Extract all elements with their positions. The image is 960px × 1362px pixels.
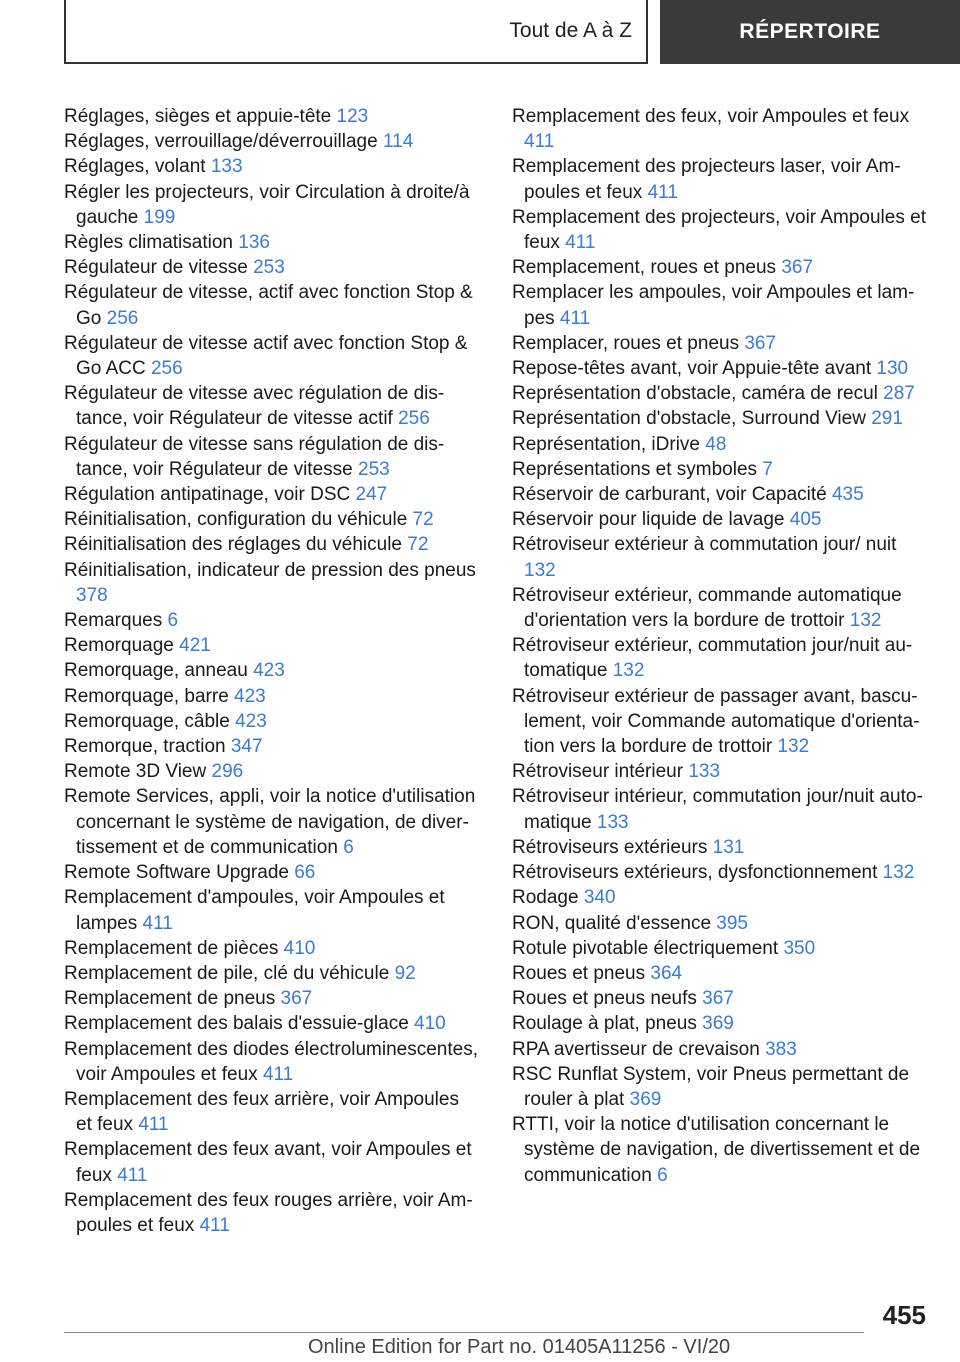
page-link[interactable]: 405 [789,509,822,531]
page-link[interactable]: 411 [565,232,596,254]
index-entry-text: Régler les projecteurs, voir Circulation à droite/à gauche [64,181,470,228]
index-entry [512,280,932,330]
index-entry-text: Réinitialisation, configuration du véhicule [64,509,413,531]
page-link[interactable]: 411 [262,1063,294,1085]
index-entry-text: Remplacement des feux arrière, voir Ampoules et feux [64,1088,459,1136]
index-entry-text: Remote 3D View [64,761,212,783]
index-entry [64,1011,479,1036]
page-link[interactable]: 369 [629,1088,662,1110]
index-entry-text: Rétroviseur extérieur, commande automatique d'orientation vers la bordure de trottoir [512,584,902,632]
index-entry-text: Remplacer les ampoules, voir Ampoules et lampes [512,282,915,329]
page-link[interactable]: 7 [762,458,773,480]
index-entry [64,230,479,255]
index-entry-text: Remarques [64,610,168,632]
page-link[interactable]: 48 [705,433,727,455]
index-entry-text: Roues et pneus [512,962,651,984]
index-entry-text: Réglages, volant [64,156,211,178]
index-entry-text: Représentation d'obstacle, Surround View [512,408,872,430]
index-entry [64,180,479,230]
index-entry-text: Réservoir pour liquide de lavage [512,509,790,531]
index-entry [64,860,479,885]
index-entry-text: Représentation, iDrive [512,433,706,455]
index-entry [512,205,932,255]
index-entry [512,356,932,381]
index-entry-text: Rétroviseurs extérieurs, dysfonctionnement [512,862,883,884]
header-chapter-tab[interactable] [660,0,960,64]
index-entry-text: Remplacement, roues et pneus [512,257,782,279]
page-link[interactable]: 132 [612,660,645,682]
page-link[interactable]: 296 [211,761,244,783]
index-entry-text: Remote Services, appli, voir la notice d'utilisation concernant le système de navigation, de divertissement et de communication [64,786,476,858]
page-link[interactable]: 369 [702,1013,734,1035]
index-entry-text: Remorquage [64,635,180,657]
page-link[interactable]: 253 [253,257,285,279]
index-entry-text: Représentations et symboles [512,458,763,480]
page-link[interactable]: 364 [650,962,683,984]
footer-divider [64,1332,864,1333]
index-entry-text: Rodage [512,887,584,909]
index-entry-text: Remplacement des balais d'essuie-glace [64,1013,415,1035]
index-entry [64,885,479,935]
section-title: Tout de A à Z [509,19,632,42]
index-entry [64,658,479,683]
index-entry-text: Régulateur de vitesse sans régulation de distance, voir Régulateur de vitesse [64,433,445,480]
page-number: 455 [882,1300,926,1330]
page-link[interactable]: 133 [688,761,721,783]
index-entry [512,255,932,280]
index-entry-text: Réglages, sièges et appuie-tête [64,106,337,127]
index-entry [512,684,932,760]
page-link[interactable]: 347 [230,736,263,758]
index-entry-text: RTTI, voir la notice d'utilisation concernant le système de navigation, de divertissement et de communication [512,1114,921,1186]
page-link[interactable]: 291 [871,408,903,430]
index-entry-text: Réglages, verrouillage/déverrouillage [64,131,383,153]
index-entry-text: Remplacement des projecteurs, voir Ampoules et feux [512,206,926,254]
index-entry-text: Régulateur de vitesse [64,257,254,279]
index-entry [64,936,479,961]
page-link[interactable]: 340 [583,887,616,909]
footer-edition: Online Edition for Part no. 01405A11256 - VI/20 [308,1336,731,1358]
page-link[interactable]: 410 [283,937,316,959]
index-entry [512,104,932,154]
index-entry [64,1037,479,1087]
index-entry [512,633,932,683]
index-column-left [64,104,479,1238]
index-entry [64,961,479,986]
page-link[interactable]: 132 [882,862,915,884]
page-link[interactable]: 367 [280,988,313,1010]
index-entry [512,936,932,961]
index-entry [512,911,932,936]
page-link[interactable]: 256 [398,408,430,430]
index-entry-text: Remorquage, barre [64,685,235,707]
index-entry [64,558,479,608]
page-link[interactable]: 131 [712,836,745,858]
index-entry-text: Remote Software Upgrade [64,862,295,884]
index-entry [512,835,932,860]
index-entry [512,482,932,507]
index-entry [64,104,479,129]
index-entry [64,1188,479,1238]
index-entry [64,633,479,658]
index-entry-text: Remplacer, roues et pneus [512,332,745,354]
page-link[interactable]: 132 [849,610,882,632]
index-entry [512,1062,932,1112]
page-link[interactable]: 423 [234,685,266,707]
page-link[interactable]: 133 [596,811,629,833]
index-entry [64,532,479,557]
index-entry-text: Rétroviseur intérieur [512,761,689,783]
index-entry-text: Remplacement des projecteurs laser, voir Ampoules et feux [512,156,901,203]
index-entry [64,129,479,154]
page-link[interactable]: 287 [883,383,915,405]
page-link[interactable]: 132 [524,559,556,581]
index-entry-text: Régulateur de vitesse, actif avec fonction Stop & Go [64,282,473,329]
page-link[interactable]: 136 [238,232,270,254]
page-link[interactable]: 123 [336,106,369,127]
page-link[interactable]: 435 [831,484,864,506]
index-entry-text: Rétroviseur extérieur de passager avant, basculement, voir Commande automatique d'orientation vers la bordure de trottoir [512,685,920,758]
index-entry [64,1087,479,1137]
index-entry-text: Remplacement de pile, clé du véhicule [64,962,395,984]
index-entry [64,432,479,482]
index-entry [64,381,479,431]
page-link[interactable]: 367 [702,988,734,1010]
page-link[interactable]: 423 [253,660,285,682]
index-entry-text: Repose-têtes avant, voir Appuie-tête avant [512,358,877,380]
index-entry [64,608,479,633]
page-link[interactable]: 410 [414,1013,446,1035]
page-link[interactable]: 72 [412,509,434,531]
index-column-right [512,104,932,1188]
index-entry-text: Remplacement des feux rouges arrière, voir Ampoules et feux [64,1189,473,1236]
page-link[interactable]: 114 [382,131,414,153]
page-link[interactable]: 92 [394,962,416,984]
index-entry [512,532,932,582]
index-entry-text: Régulation antipatinage, voir DSC [64,484,356,506]
index-entry-text: Règles climatisation [64,232,239,254]
page-link[interactable]: 367 [781,257,814,279]
index-entry-text: Roues et pneus neufs [512,988,703,1010]
index-entry [512,885,932,910]
index-entry [512,406,932,431]
index-entry [512,986,932,1011]
index-entry [512,1112,932,1188]
page-link[interactable]: 421 [179,635,211,657]
index-entry-text: Rétroviseur extérieur à commutation jour/ nuit [512,534,897,556]
index-entry [64,709,479,734]
page-link[interactable]: 411 [117,1164,148,1186]
index-entry [512,759,932,784]
page-link[interactable]: 6 [657,1164,668,1186]
index-entry [64,1137,479,1187]
index-entry-text: Rétroviseurs extérieurs [512,836,713,858]
index-entry-text: Remplacement des feux avant, voir Ampoules et feux [64,1139,472,1186]
page-link[interactable]: 253 [358,458,390,480]
index-entry-text: Rétroviseur intérieur, commutation jour/nuit automatique [512,786,923,833]
page-link[interactable]: 411 [142,912,173,934]
index-entry-text: Remorque, traction [64,736,231,758]
index-entry [64,280,479,330]
index-entry [64,482,479,507]
index-entry-text: Régulateur de vitesse avec régulation de distance, voir Régulateur de vitesse actif [64,383,445,430]
page-link[interactable]: 6 [167,610,179,632]
index-entry [64,784,479,860]
index-entry [512,1037,932,1062]
page-link[interactable]: 66 [294,862,316,884]
index-entry [64,759,479,784]
page-link[interactable]: 72 [407,534,429,556]
page-link[interactable]: 411 [524,131,555,153]
index-entry-text: Remorquage, anneau [64,660,254,682]
index-entry-text: Réservoir de carburant, voir Capacité [512,484,832,506]
page-link[interactable]: 411 [559,307,591,329]
page-link[interactable]: 199 [143,206,176,228]
page-link[interactable]: 256 [106,307,139,329]
page-link[interactable]: 133 [210,156,243,178]
page-link[interactable]: 130 [876,358,909,380]
page-link[interactable]: 411 [199,1214,230,1236]
page-link[interactable]: 395 [716,912,748,934]
index-entry-text: Rétroviseur extérieur, commutation jour/nuit automatique [512,635,913,682]
index-entry-text: Remorquage, câble [64,710,236,732]
index-entry [512,154,932,204]
page-link[interactable]: 6 [343,836,354,858]
index-entry-text: Régulateur de vitesse actif avec fonction Stop & Go ACC [64,332,468,380]
page-link[interactable]: 367 [744,332,777,354]
index-entry-text: Remplacement des feux, voir Ampoules et feux [512,106,910,127]
index-entry-text: Rotule pivotable électriquement [512,937,784,959]
page-link[interactable]: 256 [150,358,183,380]
index-entry-text: RSC Runflat System, voir Pneus permettant de rouler à plat [512,1063,910,1110]
chapter-title: RÉPERTOIRE [739,20,881,43]
index-entry [512,331,932,356]
index-entry-text: Remplacement des diodes électroluminescentes, voir Ampoules et feux [64,1038,478,1085]
page-link[interactable]: 247 [355,484,388,506]
index-entry-text: Représentation d'obstacle, caméra de recul [512,383,884,405]
index-entry-text: Roulage à plat, pneus [512,1013,703,1035]
index-entry-text: Remplacement d'ampoules, voir Ampoules et lampes [64,887,445,934]
index-entry [512,860,932,885]
index-entry [512,784,932,834]
page-link[interactable]: 423 [235,710,267,732]
index-entry [64,331,479,381]
index-entry [512,457,932,482]
index-entry-text: Réinitialisation, indicateur de pression des pneus [64,559,476,581]
index-entry [512,1011,932,1036]
index-entry [512,381,932,406]
index-entry [512,432,932,457]
index-entry-text: Remplacement de pièces [64,937,284,959]
index-entry-text: Remplacement de pneus [64,988,281,1010]
index-entry-text: RPA avertisseur de crevaison [512,1038,766,1060]
page-link[interactable]: 383 [765,1038,797,1060]
page-link[interactable]: 132 [777,736,810,758]
index-entry-text: RON, qualité d'essence [512,912,717,934]
index-entry [64,507,479,532]
index-entry-text: Réinitialisation des réglages du véhicule [64,534,408,556]
header-section [64,0,648,64]
index-entry [512,583,932,633]
index-entry [64,255,479,280]
page-link[interactable]: 411 [647,181,678,203]
index-entry [512,507,932,532]
index-entry [512,961,932,986]
page-link[interactable]: 350 [783,937,816,959]
index-entry [64,684,479,709]
page-link[interactable]: 411 [138,1114,169,1136]
index-entry [64,986,479,1011]
index-entry [64,734,479,759]
index-entry [64,154,479,179]
page-link[interactable]: 378 [76,584,108,606]
